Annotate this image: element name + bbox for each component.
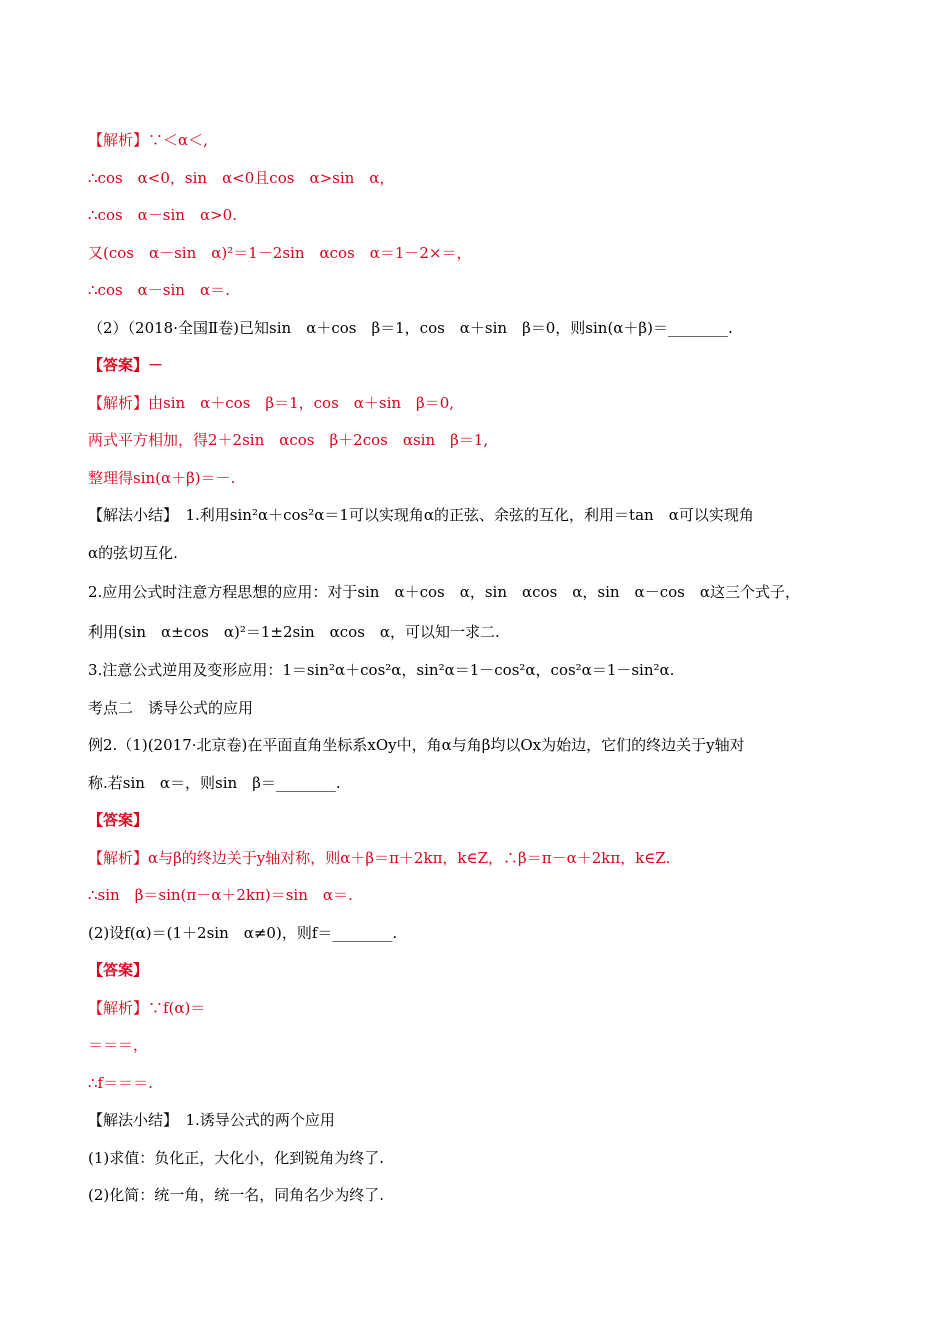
text-line: 又(cos α－sin α)²＝1－2sin αcos α＝1－2×＝， (88, 243, 472, 262)
text-line: ＝＝＝， (88, 1036, 149, 1054)
text-line: 两式平方相加，得2＋2sin αcos β＋2cos αsin β＝1, (88, 431, 489, 449)
text-line: α的弦切互化. (88, 543, 178, 562)
text-line: 【答案】 (88, 961, 149, 979)
text-line: 例2.（1)(2017·北京卷)在平面直角坐标系xOy中，角α与角β均以Ox为始边，它们的终边关于y轴对 (88, 736, 745, 754)
text-line: 【答案】 (88, 811, 149, 829)
text-line: (2)化简：统一角，统一名，同角名少为终了. (88, 1186, 385, 1204)
text-line: (2)设f(α)＝(1＋2sin α≠0)，则f＝________. (88, 923, 398, 942)
text-line: ∴cos α<0，sin α<0且cos α>sin α， (88, 168, 395, 187)
text-line: ∴sin β＝sin(π－α＋2kπ)＝sin α＝. (88, 886, 353, 904)
text-line: 整理得sin(α＋β)＝－. (88, 468, 236, 487)
text-line: 【解法小结】 1.利用sin²α＋cos²α＝1可以实现角α的正弦、余弦的互化，利用＝tan α可以实现角 (88, 506, 754, 524)
text-line: 【解法小结】 1.诱导公式的两个应用 (88, 1111, 335, 1129)
text-line: ∴f＝＝＝. (88, 1073, 153, 1092)
text-line: 【解析】由sin α＋cos β＝1，cos α＋sin β＝0, (88, 393, 455, 412)
text-line: (1)求值：负化正，大化小，化到锐角为终了. (88, 1148, 385, 1167)
text-line: 【解析】∵＜α＜, (88, 131, 208, 149)
document-page (88, 122, 878, 1215)
text-line: 称.若sin α＝，则sin β＝________. (88, 773, 341, 792)
text-line: 利用(sin α±cos α)²＝1±2sin αcos α，可以知一求二. (88, 623, 500, 641)
text-line: 【答案】－ (88, 356, 164, 374)
text-line: 【解析】∵f(α)＝ (88, 998, 206, 1017)
text-line: 【解析】α与β的终边关于y轴对称，则α＋β＝π＋2kπ，k∈Z，∴β＝π－α＋2kπ，k∈Z. (88, 848, 671, 867)
text-line: ∴cos α－sin α＝. (88, 281, 230, 299)
text-line: ∴cos α－sin α>0. (88, 206, 237, 224)
text-line: 考点二 诱导公式的应用 (88, 698, 254, 717)
text-line: 3.注意公式逆用及变形应用：1＝sin²α＋cos²α，sin²α＝1－cos²α，cos²α＝1－sin²α. (88, 661, 675, 679)
text-line: （2）（2018·全国Ⅱ卷)已知sin α＋cos β＝1，cos α＋sin β＝0，则sin(α＋β)＝________. (88, 318, 733, 337)
text-line: 2.应用公式时注意方程思想的应用：对于sin α＋cos α，sin αcos α，sin α－cos α这三个式子， (88, 583, 800, 601)
